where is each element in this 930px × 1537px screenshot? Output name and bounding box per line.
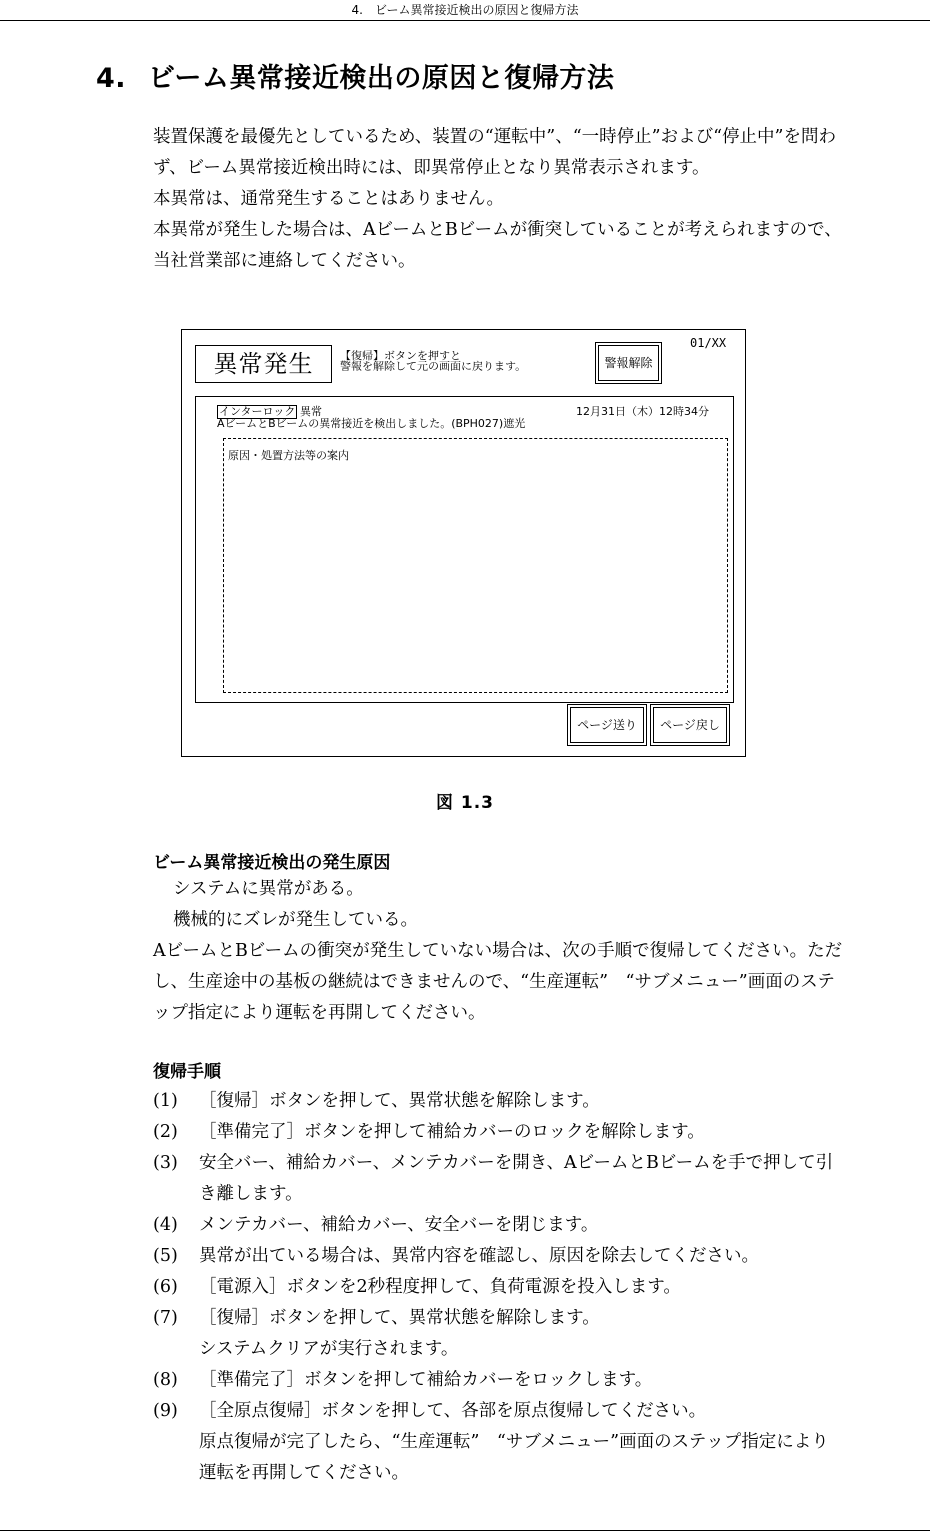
footer-rule: [0, 1530, 930, 1531]
alarm-reset-button[interactable]: [595, 342, 662, 384]
step-number: (3): [153, 1153, 178, 1173]
intro-paragraph: 本異常は、通常発生することはありません。: [153, 189, 505, 209]
interlock-tag: インターロック: [219, 405, 296, 418]
step-text: ［全原点復帰］ボタンを押して、各部を原点復帰してください。: [199, 1401, 707, 1421]
step-number: (4): [153, 1215, 178, 1235]
recovery-steps: [153, 1086, 843, 1489]
step-text: ［準備完了］ボタンを押して補給カバーのロックを解除します。: [199, 1122, 705, 1142]
alarm-message-line: 警報を解除して元の画面に戻ります。: [340, 360, 527, 373]
running-header: 4. ビーム異常接近検出の原因と復帰方法: [0, 0, 930, 21]
step-text: 安全バー、補給カバー、メンテカバーを開き、AビームとBビームを手で押して引き離します。: [199, 1153, 834, 1204]
step-item: [153, 1148, 843, 1210]
page-counter: 01/XX: [690, 336, 727, 350]
interlock-suffix: 異常: [300, 405, 322, 418]
cause-item: システムに異常がある。: [173, 879, 364, 899]
step-text: メンテカバー、補給カバー、安全バーを閉じます。: [199, 1215, 599, 1235]
step-number: (7): [153, 1308, 178, 1328]
alarm-reset-label: 警報解除: [598, 345, 659, 381]
step-text: 異常が出ている場合は、異常内容を確認し、原因を除去してください。: [199, 1246, 759, 1266]
step-item: [153, 1210, 843, 1241]
step-number: (1): [153, 1091, 178, 1111]
cause-heading: ビーム異常接近検出の発生原因: [153, 853, 391, 873]
guide-label: 原因・処置方法等の案内: [228, 449, 349, 462]
step-item: [153, 1427, 843, 1489]
cause-item: 機械的にズレが発生している。: [173, 910, 418, 930]
alarm-timestamp: 12月31日（木）12時34分: [576, 405, 709, 418]
alarm-title: 異常発生: [195, 345, 332, 383]
step-text: ［準備完了］ボタンを押して補給カバーをロックします。: [199, 1370, 653, 1390]
step-text: ［電源入］ボタンを2秒程度押して、負荷電源を投入します。: [199, 1277, 681, 1297]
intro-paragraph: 本異常が発生した場合は、AビームとBビームが衝突していることが考えられますので、当社営業部に連絡してください。: [153, 220, 842, 271]
step-number: [153, 1427, 199, 1489]
step-number: (2): [153, 1122, 178, 1142]
chapter-title-text: ビーム異常接近検出の原因と復帰方法: [148, 63, 615, 94]
page-prev-button[interactable]: [650, 704, 730, 746]
step-item: [153, 1396, 843, 1427]
step-item: [153, 1117, 843, 1148]
guide-box: [223, 438, 728, 693]
step-text: 原点復帰が完了したら、“生産運転” “サブメニュー”画面のステップ指定により運転を再開してください。: [199, 1432, 829, 1483]
cause-note: AビームとBビームの衝突が発生していない場合は、次の手順で復帰してください。ただし、生産途中の基板の継続はできませんので、“生産運転” “サブメニュー”画面のステップ指定により運転を再開してください。: [153, 941, 843, 1023]
step-item: [153, 1334, 843, 1365]
step-item: [153, 1086, 843, 1117]
recovery-heading: 復帰手順: [153, 1062, 221, 1082]
alarm-screen-figure: [181, 329, 746, 757]
alarm-message: [340, 351, 526, 372]
error-detail: AビームとBビームの異常接近を検出しました。(BPH027)遮光: [217, 417, 526, 430]
step-text: ［復帰］ボタンを押して、異常状態を解除します。: [199, 1091, 600, 1111]
step-item: [153, 1272, 843, 1303]
step-number: (8): [153, 1370, 178, 1390]
step-item: [153, 1303, 843, 1334]
step-text: システムクリアが実行されます。: [199, 1339, 459, 1359]
step-number: (9): [153, 1401, 178, 1421]
cause-section: [153, 874, 843, 1029]
intro-paragraph: 装置保護を最優先としているため、装置の“運転中”、“一時停止”および“停止中”を問わず、ビーム異常接近検出時には、即異常停止となり異常表示されます。: [153, 127, 836, 178]
chapter-number: 4.: [96, 63, 127, 94]
page-next-label: ページ送り: [570, 707, 644, 743]
step-number: (6): [153, 1277, 178, 1297]
step-number: (5): [153, 1246, 178, 1266]
page-next-button[interactable]: [567, 704, 647, 746]
alarm-message-line: 【復帰】ボタンを押すと: [340, 349, 461, 362]
alarm-detail-panel: [195, 396, 734, 703]
step-item: [153, 1241, 843, 1272]
intro-section: [153, 122, 843, 277]
figure-caption: 図 1.3: [435, 793, 495, 813]
step-item: [153, 1365, 843, 1396]
step-text: ［復帰］ボタンを押して、異常状態を解除します。: [199, 1308, 600, 1328]
step-number: [153, 1334, 199, 1365]
chapter-title: [96, 56, 614, 95]
page-prev-label: ページ戻し: [653, 707, 727, 743]
